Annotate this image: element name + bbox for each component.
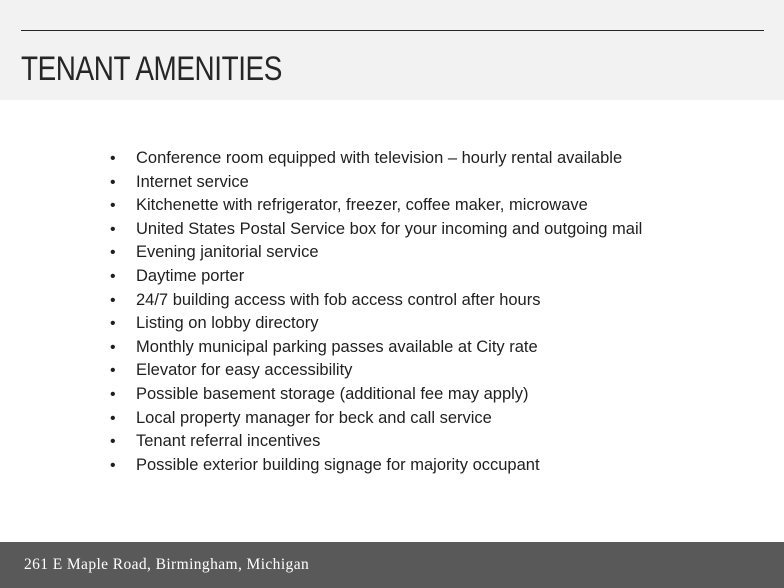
amenity-text: Tenant referral incentives: [136, 432, 321, 451]
amenity-text: Conference room equipped with television – hourly rental available: [136, 149, 623, 167]
list-item: [108, 194, 642, 218]
amenity-text: Kitchenette with refrigerator, freezer, coffee maker, microwave: [136, 196, 588, 215]
bullet-icon: •: [110, 197, 116, 215]
list-item: [108, 241, 642, 265]
list-item: [108, 171, 642, 195]
amenity-text: Internet service: [136, 172, 249, 191]
list-item: [108, 359, 642, 383]
bullet-icon: •: [110, 315, 116, 333]
list-item: [108, 312, 642, 336]
bullet-icon: •: [110, 244, 116, 262]
list-item: [108, 454, 642, 478]
list-item: [108, 289, 642, 313]
amenity-text: Local property manager for beck and call service: [136, 408, 492, 427]
bullet-icon: •: [110, 456, 116, 474]
list-item: [108, 147, 642, 171]
bullet-icon: •: [110, 338, 116, 356]
bullet-icon: •: [110, 267, 116, 285]
bullet-icon: •: [110, 409, 116, 427]
amenity-text: Listing on lobby directory: [136, 314, 319, 333]
list-item: [108, 265, 642, 289]
amenity-text: United States Postal Service box for your incoming and outgoing mail: [136, 219, 643, 238]
list-item: [108, 407, 642, 431]
amenity-text: Monthly municipal parking passes available at City rate: [136, 337, 538, 356]
amenity-text: Evening janitorial service: [136, 243, 319, 262]
bullet-icon: •: [110, 385, 116, 403]
list-item: [108, 430, 642, 454]
amenity-text: Possible basement storage (additional fee may apply): [136, 384, 529, 403]
amenity-text: Possible exterior building signage for majority occupant: [136, 455, 540, 474]
slide-header: [0, 0, 784, 100]
list-item: [108, 218, 642, 242]
bullet-icon: •: [110, 362, 116, 380]
footer-address: 261 E Maple Road, Birmingham, Michigan: [24, 556, 310, 573]
amenity-text: Daytime porter: [136, 266, 245, 285]
amenity-text: Elevator for easy accessibility: [136, 361, 353, 380]
slide-footer: [0, 542, 784, 588]
header-rule: [21, 30, 764, 31]
list-item: [108, 383, 642, 407]
amenities-list: [108, 147, 642, 477]
amenity-text: 24/7 building access with fob access control after hours: [136, 290, 541, 309]
bullet-icon: •: [110, 220, 116, 238]
bullet-icon: •: [110, 173, 116, 191]
bullet-icon: •: [110, 291, 116, 309]
slide-title: TENANT AMENITIES: [21, 50, 282, 88]
bullet-icon: •: [110, 150, 116, 167]
bullet-icon: •: [110, 433, 116, 451]
list-item: [108, 336, 642, 360]
